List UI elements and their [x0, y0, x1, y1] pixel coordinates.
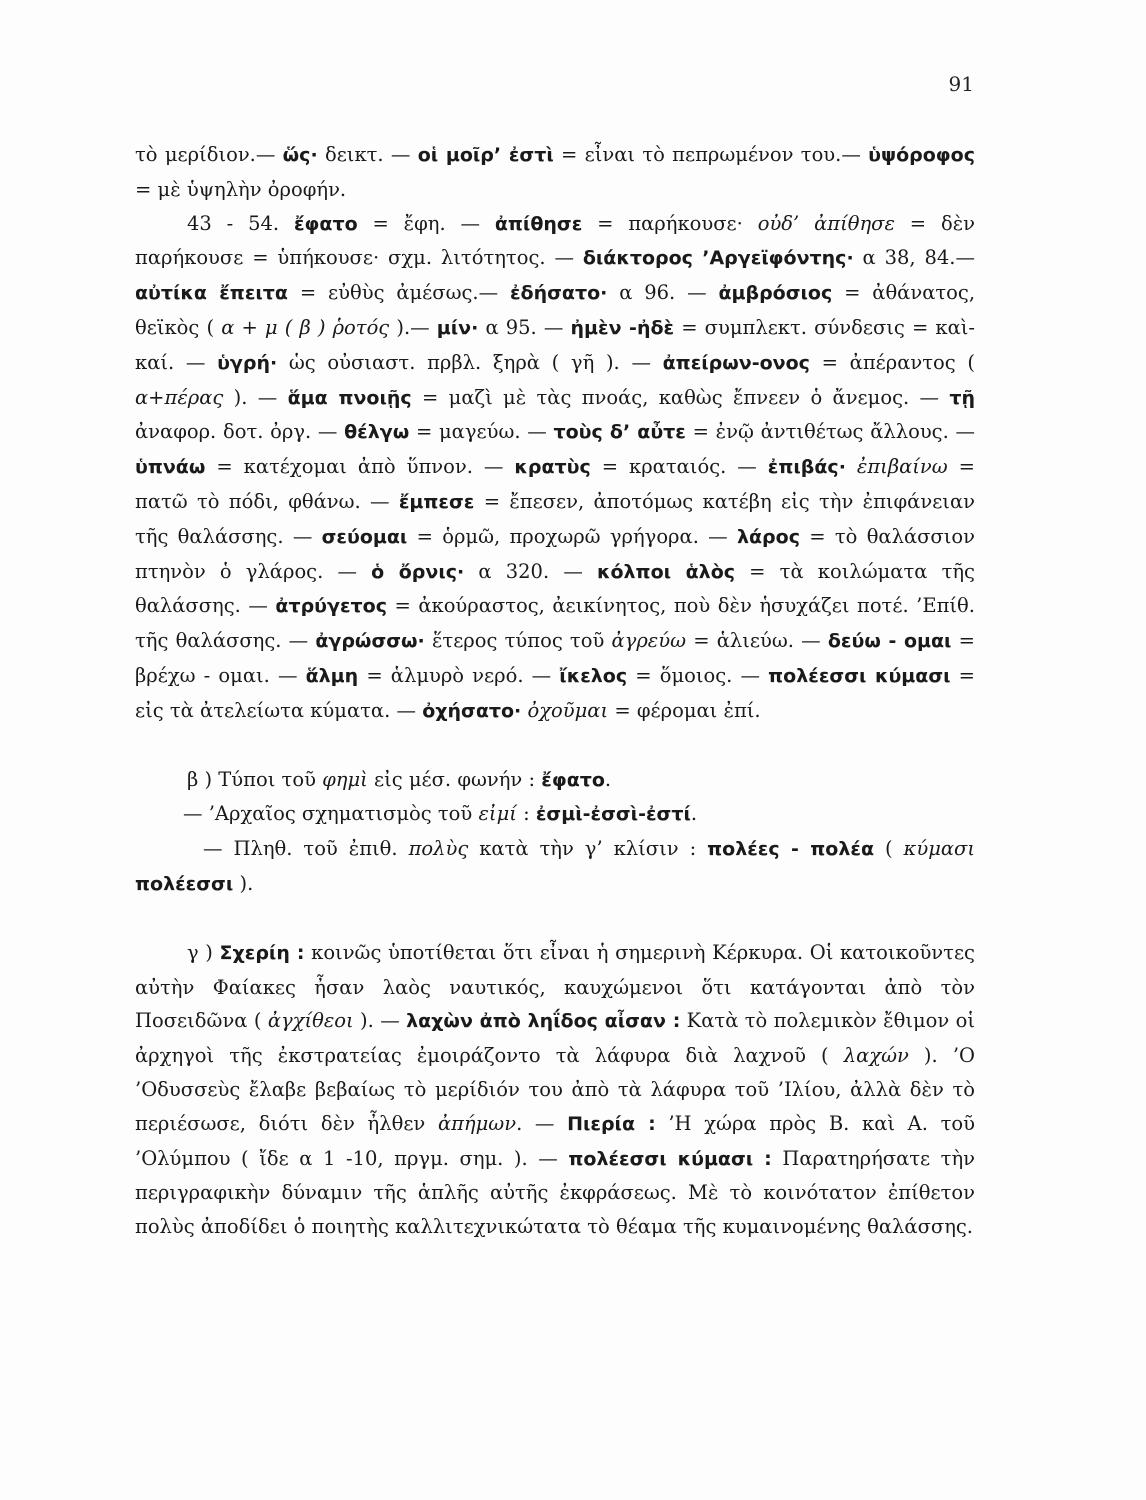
commentary-text	[135, 138, 975, 1244]
paragraph-5	[135, 832, 975, 902]
text-run: Παρατηρήσατε τὴν περιγραφικὴν δύναμιν τῆς ἁπλῆς αὐτῆς ἐκφράσεως. Μὲ τὸ κοινότατον ἐπίθετον πολὺς ἀποδίδει ὁ ποιητὴς καλλιτεχνικώτατα τὸ θέαμα τῆς κυμαινομένης θαλάσσης.	[135, 1146, 976, 1239]
italic-form: ἀγρεύω	[611, 629, 687, 653]
headword: ἔφατο	[541, 768, 605, 791]
text-run: κατὰ τὴν γ’ κλίσιν :	[468, 837, 708, 861]
headword: οἱ μοῖρ’ ἐστὶ	[417, 144, 554, 166]
headword: σεύομαι	[321, 525, 408, 548]
headword: λάρος	[736, 525, 800, 548]
text-run: α 96. —	[607, 281, 719, 305]
text-run: β ) Τύποι τοῦ	[187, 767, 323, 791]
headword: ἔμπεσε	[398, 490, 475, 513]
italic-form: κύμασι	[903, 837, 975, 861]
text-run: = ἀπέραντος (	[809, 350, 975, 374]
headword: ἴκελος	[559, 664, 628, 687]
headword: διάκτορος ’Αργεϊφόντης·	[582, 247, 854, 270]
text-run: = εἶναι τὸ πεπρωμένον του.—	[553, 143, 869, 166]
headword: κόλποι ἁλὸς	[596, 560, 736, 583]
text-run: = παρήκουσε·	[582, 211, 758, 235]
headword: ἀμβρόσιος	[718, 282, 833, 305]
italic-form: ἀπήμων	[437, 1111, 517, 1135]
text-run: ). —	[353, 1009, 407, 1033]
text-run: = βρέχω - ομαι. —	[135, 629, 975, 687]
text-run: = τὰ κοιλώματα τῆς θαλάσσης. —	[135, 559, 975, 618]
italic-form: ἀγχίθεοι	[267, 1009, 354, 1033]
paragraph-6	[135, 936, 975, 1244]
text-run: — ’Αρχαῖος σχηματισμὸς τοῦ	[183, 802, 479, 826]
italic-form: λαχών	[843, 1044, 909, 1068]
headword: δεύω - ομαι	[827, 630, 952, 653]
text-run: ).	[233, 871, 254, 895]
paragraph-2	[135, 207, 975, 729]
headword: ὑγρή·	[217, 351, 278, 374]
text-run: = ἔφη. —	[357, 211, 495, 235]
headword: ὑψόροφος	[868, 144, 975, 166]
text-run: = ἀκούραστος, ἀεικίνητος, ποὺ δὲν ἡσυχάζει ποτέ. ’Επίθ. τῆς θαλάσσης. —	[135, 594, 975, 653]
text-run: κοινῶς ὑποτίθεται ὅτι εἶναι ἡ σημερινὴ Κέρκυρα. Οἱ κατοικοῦντες αὐτὴν Φαίακες ἦσαν λαὸς ναυτικός, καυχώμενοι ὅτι κατάγονται ἀπὸ τὸν Ποσειδῶνα (	[135, 940, 975, 1033]
headword: ἅλμη	[305, 664, 359, 687]
text-run: — Πληθ. τοῦ ἐπιθ.	[203, 837, 409, 861]
headword: ὁ ὄρνις·	[371, 560, 465, 583]
text-run: 43 - 54.	[187, 211, 294, 235]
text-run: .	[604, 767, 612, 791]
paragraph-1	[135, 138, 975, 207]
headword: ἔφατο	[293, 212, 358, 235]
headword: ἅμα πνοιῇς	[287, 386, 412, 409]
italic-form: εἰμί	[478, 802, 517, 826]
headword: ὥς·	[282, 144, 318, 166]
text-run: γ )	[187, 940, 220, 964]
text-run: = κατέχομαι ἀπὸ ὕπνον. —	[205, 455, 515, 479]
text-run: δεικτ. —	[317, 143, 418, 166]
headword: τοὺς δ’ αὖτε	[553, 421, 686, 444]
text-run: . —	[516, 1111, 568, 1135]
headword: πολέεσσι	[135, 872, 234, 895]
headword: κρατὺς	[514, 456, 591, 479]
headword: ἐπιβάς·	[767, 456, 846, 479]
text-run: ). —	[223, 385, 288, 409]
text-run: = ἐνῷ ἀντιθέτως ἄλλους. —	[685, 420, 976, 444]
paragraph-3	[135, 763, 975, 798]
headword: ἠμὲν -ἠδὲ	[570, 316, 675, 339]
headword: ἐδήσατο·	[509, 282, 608, 305]
text-run: ὡς οὐσιαστ. πρβλ. ξηρὰ ( γῆ ). —	[277, 350, 663, 374]
text-run: = τὸ θαλάσσιον πτηνὸν ὁ γλάρος. —	[135, 524, 975, 583]
headword: ὑπνάω	[135, 456, 206, 479]
italic-form: οὐδ’ ἀπίθησε	[757, 211, 895, 235]
italic-form: ἐπιβαίνω	[856, 455, 948, 479]
text-run: ἀναφορ. δοτ. ὀργ. —	[135, 420, 345, 444]
italic-form: πολὺς	[408, 837, 469, 861]
text-run: = ἀθάνατος, θεϊκὸς (	[135, 281, 976, 339]
text-run	[846, 455, 857, 478]
text-run: = δὲν παρήκουσε = ὑπήκουσε· σχμ. λιτότητος. —	[135, 211, 976, 270]
headword: Πιερία :	[567, 1112, 656, 1135]
italic-form: α + μ ( β ) ῥοτός	[221, 315, 390, 339]
page-number: 91	[948, 72, 974, 96]
text-run: = ἔπεσεν, ἀποτόμως κατέβη εἰς τὴν ἐπιφάνειαν τῆς θαλάσσης. —	[135, 489, 975, 548]
text-run: = εὐθὺς ἀμέσως.—	[288, 281, 510, 305]
headword: αὐτίκα ἔπειτα	[135, 282, 288, 305]
headword: ἀτρύγετος	[275, 595, 387, 618]
headword: ἀπίθησε	[494, 212, 583, 235]
text-run: = μαζὶ μὲ τὰς πνοάς, καθὼς ἔπνεεν ὁ ἄνεμος. —	[411, 385, 950, 409]
text-run: α 95. —	[478, 315, 571, 339]
text-run: ).—	[389, 315, 437, 339]
headword: ἐσμὶ-ἐσσὶ-ἐστί	[535, 803, 691, 826]
italic-form: α+πέρας	[135, 385, 224, 409]
text-run: = κραταιός. —	[590, 455, 768, 479]
paragraph-4	[135, 797, 975, 832]
text-run: = μαγεύω. —	[409, 420, 554, 444]
italic-form: ὀχοῦμαι	[527, 698, 609, 722]
text-run: :	[516, 802, 536, 826]
headword: ἀπείρων-ονος	[662, 351, 810, 374]
text-run: .	[690, 802, 698, 826]
text-run: Κατὰ τὸ πολεμικὸν ἔθιμον οἱ ἀρχηγοὶ τῆς ἐκστρατείας ἐμοιράζοντο τὰ λάφυρα διὰ λαχνοῦ (	[135, 1009, 975, 1068]
headword: ἀγρώσσω·	[315, 630, 425, 653]
headword: πολέες - πολέα	[707, 838, 875, 861]
headword: πολέεσσι κύμασι	[768, 664, 951, 687]
text-run: = συμπλεκτ. σύνδεσις = καὶ-καί. —	[135, 315, 976, 374]
headword: τῇ	[949, 386, 975, 409]
text-run: α 38, 84.—	[853, 246, 975, 270]
text-run: ). ’Ο ’Οδυσσεὺς ἔλαβε βεβαίως τὸ μερίδιόν του ἀπὸ τὰ λάφυρα τοῦ ’Ιλίου, ἀλλὰ δὲν τὸ περιέσωσε, διότι δὲν ἦλθεν	[135, 1044, 975, 1135]
text-run: = εἰς τὰ ἀτελείωτα κύματα. —	[135, 663, 975, 722]
text-run: α 320. —	[464, 559, 597, 583]
text-run: = πατῶ τὸ πόδι, φθάνω. —	[135, 455, 975, 513]
text-run: = ἁλιεύω. —	[686, 629, 828, 653]
text-run: ἕτερος τύπος τοῦ	[424, 629, 612, 653]
text-run: εἰς μέσ. φωνήν :	[367, 767, 542, 791]
text-run: τὸ μερίδιον.—	[135, 143, 283, 166]
text-run: = ὅμοιος. —	[627, 663, 769, 687]
headword: θέλγω	[344, 421, 410, 444]
text-run: = ὁρμῶ, προχωρῶ γρήγορα. —	[407, 524, 737, 548]
headword: Σχερίη :	[219, 941, 305, 964]
headword: λαχὼν ἀπὸ ληΐδος αἶσαν :	[406, 1010, 681, 1033]
italic-form: φημὶ	[322, 767, 368, 791]
text-run: (	[874, 837, 904, 861]
text-run: = φέρομαι ἐπί.	[608, 698, 761, 722]
text-run: = μὲ ὑψηλὴν ὀροφήν.	[135, 177, 347, 201]
headword: ὀχήσατο·	[422, 699, 522, 722]
text-run: ’Η χώρα πρὸς Β. καὶ Α. τοῦ ’Ολύμπου ( ἴδε α 1 -10, πργμ. σημ. ). —	[135, 1111, 975, 1170]
text-run: = ἁλμυρὸ νερό. —	[358, 663, 560, 687]
headword: πολέεσσι κύμασι :	[568, 1147, 772, 1170]
headword: μίν·	[436, 316, 479, 339]
